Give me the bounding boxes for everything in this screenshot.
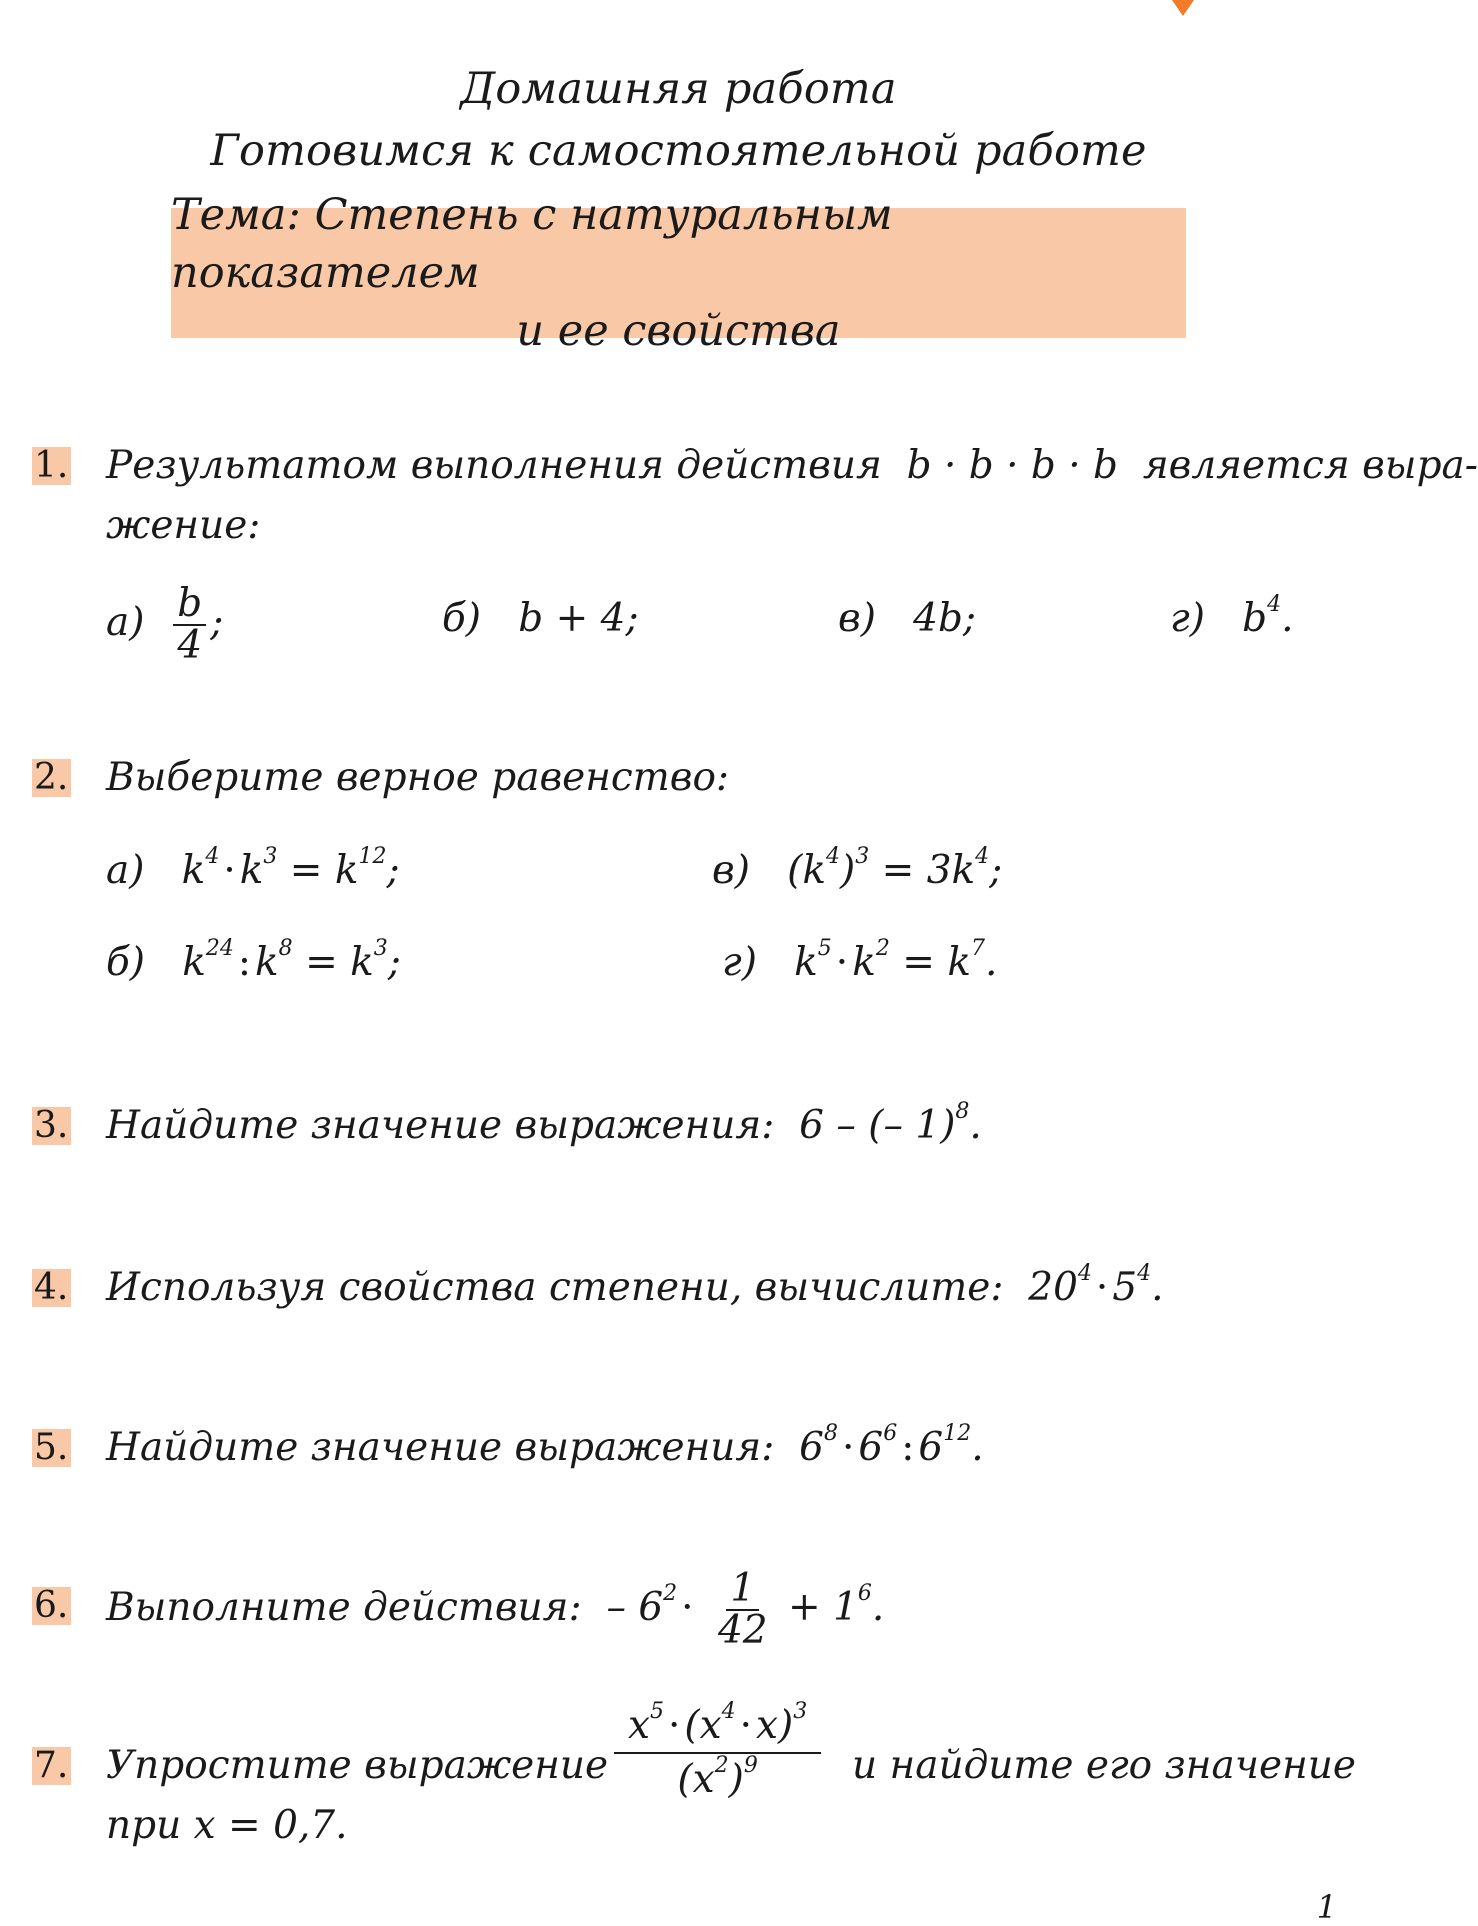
equals: =: [902, 940, 935, 985]
expression: b · b · b · b: [906, 443, 1119, 488]
exponent: 7: [970, 936, 985, 961]
base: k: [350, 940, 374, 985]
topic-line-1: Тема: Степень с натуральным показателем: [171, 190, 893, 298]
option-g: [1170, 592, 1294, 641]
task-number: 5.: [32, 1429, 71, 1467]
terminator: .: [969, 1103, 982, 1148]
terminator: ;: [989, 848, 1003, 893]
topic-banner: [171, 190, 1186, 356]
operator: ·: [681, 1585, 694, 1630]
option-label: в): [838, 596, 876, 641]
option-suffix: .: [1281, 596, 1294, 641]
terminator: ;: [387, 940, 401, 985]
exponent: 4: [825, 844, 840, 869]
option-v: [712, 844, 1003, 893]
terminator: .: [1151, 1265, 1164, 1310]
operator: ·: [739, 1703, 753, 1748]
operator: ·: [668, 1703, 681, 1748]
task-number: 3.: [32, 1107, 71, 1145]
question-text-line-2: при x = 0,7.: [106, 1803, 348, 1848]
task-question: [106, 1568, 884, 1654]
task-number: 4.: [32, 1269, 71, 1307]
question-text: Найдите значение выражения:: [106, 1103, 775, 1148]
task-number: 1.: [32, 447, 71, 485]
expression: 6 – (– 1): [799, 1103, 956, 1148]
question-text-end: является выра-: [1142, 443, 1478, 488]
exponent: 3: [855, 844, 870, 869]
paren: ): [839, 848, 856, 893]
operator: :: [237, 940, 252, 985]
equals: =: [305, 940, 338, 985]
base: (x: [684, 1703, 722, 1748]
base: (x: [677, 1757, 715, 1802]
terminator: .: [984, 940, 998, 985]
base: x: [628, 1703, 650, 1748]
corner-decoration-icon: [1172, 0, 1194, 16]
base: 6: [918, 1425, 944, 1470]
question-text: Найдите значение выражения:: [106, 1425, 775, 1470]
exponent: 12: [358, 844, 387, 869]
question-text-line-2: жение:: [106, 503, 261, 548]
terminator: ;: [386, 848, 400, 893]
exponent: 5: [817, 936, 832, 961]
question-text-end: и найдите его значение: [852, 1743, 1356, 1788]
operator: ·: [1095, 1265, 1109, 1310]
paren: ): [728, 1757, 744, 1802]
base: k: [794, 940, 818, 985]
base: 6: [799, 1425, 824, 1470]
option-a: [106, 844, 400, 893]
option-b: [106, 936, 401, 985]
exponent: 8: [824, 1421, 838, 1446]
option-label: г): [1170, 596, 1205, 641]
option-g: [722, 936, 998, 985]
option-b: [442, 596, 639, 641]
exponent: 5: [650, 1699, 664, 1724]
page-subtitle: Готовимся к самостоятельной работе: [210, 126, 1147, 176]
question-text: Выберите верное равенство:: [106, 755, 730, 800]
exponent: 2: [714, 1753, 729, 1778]
exponent: 3: [373, 936, 388, 961]
fraction: [610, 1699, 825, 1806]
equals: =: [289, 848, 323, 893]
exponent: 6: [857, 1581, 872, 1606]
task-question: [106, 1258, 1164, 1324]
fraction-numerator: b: [173, 584, 206, 626]
task-question: [106, 436, 1478, 496]
option-label: а): [106, 848, 145, 893]
base: k: [852, 940, 876, 985]
exponent: 4: [1137, 1261, 1152, 1286]
operator: ·: [842, 1425, 855, 1470]
fraction-denominator: [673, 1753, 761, 1806]
exponent: 4: [721, 1699, 736, 1724]
task-question: [106, 1418, 984, 1484]
exponent: 8: [955, 1099, 970, 1124]
base: k: [947, 940, 971, 985]
exponent: 6: [883, 1421, 898, 1446]
operator: ·: [223, 848, 236, 893]
base: 5: [1112, 1265, 1138, 1310]
exponent: 3: [263, 844, 278, 869]
exponent: 3: [793, 1699, 808, 1724]
base: x): [756, 1703, 794, 1748]
base: (k: [787, 848, 826, 893]
fraction-block: [614, 1699, 821, 1806]
task-question: [106, 1096, 982, 1162]
option-label: б): [106, 940, 146, 985]
fraction-denominator: 42: [717, 1608, 768, 1653]
terminator: .: [971, 1425, 984, 1470]
base: 20: [1028, 1265, 1078, 1310]
task-number: 2.: [32, 759, 71, 797]
exponent: 2: [875, 936, 890, 961]
option-a: [106, 581, 224, 668]
exponent: 12: [943, 1421, 972, 1446]
exponent: 4: [1077, 1261, 1092, 1286]
exponent: 2: [663, 1581, 678, 1606]
fraction-numerator: [614, 1699, 821, 1754]
exponent: 4: [1267, 592, 1282, 617]
page-number: 1: [1316, 1888, 1337, 1926]
question-text: Используя свойства степени, вычислите:: [106, 1265, 1004, 1310]
option-expression: b + 4;: [518, 596, 639, 641]
base: k: [182, 940, 206, 985]
exponent: 8: [278, 936, 293, 961]
fraction: [714, 1566, 772, 1653]
terminator: .: [871, 1585, 885, 1630]
exponent: 4: [975, 844, 990, 869]
task-number: 6.: [32, 1587, 71, 1625]
page-title: Домашняя работа: [460, 64, 897, 114]
base: k: [181, 848, 206, 893]
fraction-numerator: 1: [726, 1569, 759, 1611]
equals: =: [881, 848, 915, 893]
expression: + 1: [788, 1585, 858, 1630]
exponent: 9: [743, 1753, 758, 1778]
base: k: [255, 940, 279, 985]
operator: ·: [835, 940, 849, 985]
base: 6: [858, 1425, 884, 1470]
option-label: а): [106, 600, 145, 645]
base: 3k: [926, 848, 976, 893]
option-v: [838, 596, 976, 641]
task-number: 7.: [32, 1747, 71, 1785]
question-text: Выполните действия:: [106, 1585, 582, 1630]
question-text: Упростите выражение: [106, 1743, 609, 1788]
option-suffix: ;: [210, 600, 224, 645]
fraction-denominator: 4: [177, 623, 203, 668]
question-text: Результатом выполнения действия: [106, 443, 882, 488]
base: k: [334, 848, 359, 893]
operator: :: [901, 1425, 915, 1470]
option-expression: 4b;: [913, 596, 977, 641]
fraction: [173, 581, 206, 668]
base: k: [239, 848, 264, 893]
option-label: б): [442, 596, 482, 641]
exponent: 24: [205, 936, 234, 961]
topic-line-2: и ее свойства: [516, 306, 841, 356]
exponent: 4: [205, 844, 220, 869]
option-label: в): [712, 848, 750, 893]
option-label: г): [722, 940, 757, 985]
base: – 6: [606, 1585, 664, 1630]
base: b: [1242, 596, 1268, 641]
